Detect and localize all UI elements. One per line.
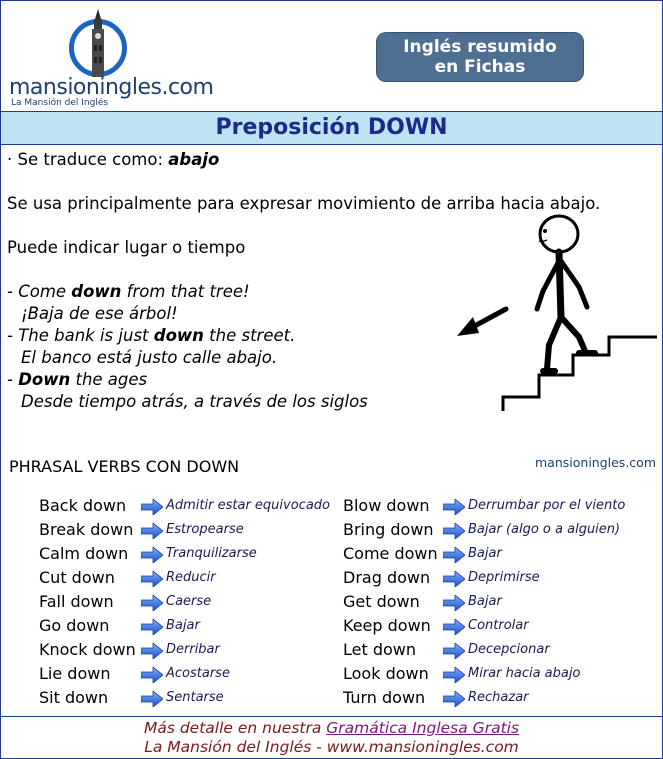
example-3-translation: Desde tiempo atrás, a través de los siglos xyxy=(21,392,368,411)
title-bar xyxy=(1,111,662,145)
blue-arrow-icon xyxy=(141,643,163,659)
phrasal-row xyxy=(343,520,663,544)
phrasal-row xyxy=(343,544,663,568)
down-left-arrow-icon xyxy=(457,309,506,336)
phrasal-verb: Drag down xyxy=(343,568,431,587)
phrasal-meaning: Rechazar xyxy=(468,690,529,705)
blue-arrow-icon xyxy=(443,667,465,683)
blue-arrow-icon xyxy=(141,499,163,515)
phrasal-meaning: Bajar (algo o a alguien) xyxy=(468,522,621,537)
phrasal-row xyxy=(343,568,663,592)
fichas-line1: Inglés resumido xyxy=(403,37,557,57)
phrasal-meaning: Caerse xyxy=(166,594,212,609)
phrasal-row xyxy=(343,664,663,688)
phrasal-row xyxy=(39,664,359,688)
blue-arrow-icon xyxy=(443,547,465,563)
footer-divider xyxy=(1,716,662,717)
blue-arrow-icon xyxy=(141,691,163,707)
grammar-link[interactable]: Gramática Inglesa Gratis xyxy=(326,719,520,737)
blue-arrow-icon xyxy=(141,547,163,563)
phrasal-verb: Calm down xyxy=(39,544,129,563)
phrasal-verb: Come down xyxy=(343,544,438,563)
translate-word: abajo xyxy=(168,150,220,169)
phrasal-row xyxy=(39,520,359,544)
page-title: Preposición DOWN xyxy=(215,115,448,140)
phrasal-row xyxy=(39,688,359,712)
phrasal-row xyxy=(343,496,663,520)
usage-line: Se usa principalmente para expresar movimiento de arriba hacia abajo. xyxy=(7,194,601,213)
phrasal-meaning: Bajar xyxy=(468,546,502,561)
phrasal-meaning: Bajar xyxy=(468,594,502,609)
example-1-translation: ¡Baja de ese árbol! xyxy=(21,304,178,323)
phrasal-row xyxy=(39,568,359,592)
phrasal-row xyxy=(343,640,663,664)
translate-prefix: · Se traduce como: xyxy=(7,150,169,169)
place-time-line: Puede indicar lugar o tiempo xyxy=(7,238,246,257)
phrasal-verb: Knock down xyxy=(39,640,136,659)
site-watermark: mansioningles.com xyxy=(535,455,656,470)
blue-arrow-icon xyxy=(141,667,163,683)
phrasal-row xyxy=(39,496,359,520)
fichas-line2: en Fichas xyxy=(434,57,526,77)
phrasal-row xyxy=(343,688,663,712)
phrasal-meaning: Derrumbar por el viento xyxy=(468,498,626,513)
phrasal-verb: Lie down xyxy=(39,664,111,683)
phrasal-row xyxy=(39,640,359,664)
phrasal-verbs-heading: PHRASAL VERBS CON DOWN xyxy=(9,457,240,476)
header xyxy=(1,1,662,111)
phrasal-meaning: Controlar xyxy=(468,618,529,633)
phrasal-row xyxy=(39,592,359,616)
phrasal-verb: Look down xyxy=(343,664,429,683)
phrasal-meaning: Decepcionar xyxy=(468,642,550,657)
phrasal-row xyxy=(343,592,663,616)
phrasal-row xyxy=(39,616,359,640)
phrasal-verb: Sit down xyxy=(39,688,109,707)
blue-arrow-icon xyxy=(141,619,163,635)
stairs-figure-illustration xyxy=(451,209,661,419)
stairs-icon xyxy=(503,337,657,411)
phrasal-verb: Go down xyxy=(39,616,110,635)
blue-arrow-icon xyxy=(443,643,465,659)
phrasal-meaning: Deprimirse xyxy=(468,570,540,585)
blue-arrow-icon xyxy=(141,595,163,611)
phrasal-verb: Break down xyxy=(39,520,134,539)
phrasal-row xyxy=(343,616,663,640)
blue-arrow-icon xyxy=(141,523,163,539)
phrasal-verb: Turn down xyxy=(343,688,426,707)
phrasal-row xyxy=(39,544,359,568)
phrasal-meaning: Mirar hacia abajo xyxy=(468,666,581,681)
example-1: - Come down from that tree! xyxy=(7,282,250,301)
phrasal-meaning: Reducir xyxy=(166,570,216,585)
phrasal-verb: Back down xyxy=(39,496,127,515)
phrasal-verb: Let down xyxy=(343,640,417,659)
phrasal-meaning: Acostarse xyxy=(166,666,230,681)
blue-arrow-icon xyxy=(443,523,465,539)
phrasal-meaning: Admitir estar equivocado xyxy=(166,498,330,513)
phrasal-meaning: Tranquilizarse xyxy=(166,546,257,561)
blue-arrow-icon xyxy=(443,691,465,707)
phrasal-verb: Keep down xyxy=(343,616,431,635)
phrasal-meaning: Bajar xyxy=(166,618,200,633)
phrasal-meaning: Estropearse xyxy=(166,522,244,537)
example-2: - The bank is just down the street. xyxy=(7,326,296,345)
footer-line-2: La Mansión del Inglés - www.mansioningles.com xyxy=(144,738,519,756)
phrasal-verb: Get down xyxy=(343,592,420,611)
tower-icon xyxy=(83,9,113,77)
logo-subtitle: La Mansión del Inglés xyxy=(11,98,109,108)
phrasal-verb: Bring down xyxy=(343,520,434,539)
phrasal-verb: Blow down xyxy=(343,496,430,515)
blue-arrow-icon xyxy=(443,499,465,515)
logo-text[interactable]: mansioningles.com xyxy=(9,75,214,100)
phrasal-verb: Cut down xyxy=(39,568,115,587)
blue-arrow-icon xyxy=(443,619,465,635)
phrasal-verb: Fall down xyxy=(39,592,114,611)
footer-line-1: Más detalle en nuestra Gramática Inglesa Gratis xyxy=(143,719,520,737)
example-2-translation: El banco está justo calle abajo. xyxy=(21,348,278,367)
blue-arrow-icon xyxy=(443,595,465,611)
translate-line xyxy=(7,149,219,171)
phrasal-meaning: Derribar xyxy=(166,642,220,657)
example-3: - Down the ages xyxy=(7,370,148,389)
fichas-button[interactable] xyxy=(376,32,584,82)
blue-arrow-icon xyxy=(141,571,163,587)
blue-arrow-icon xyxy=(443,571,465,587)
phrasal-meaning: Sentarse xyxy=(166,690,224,705)
